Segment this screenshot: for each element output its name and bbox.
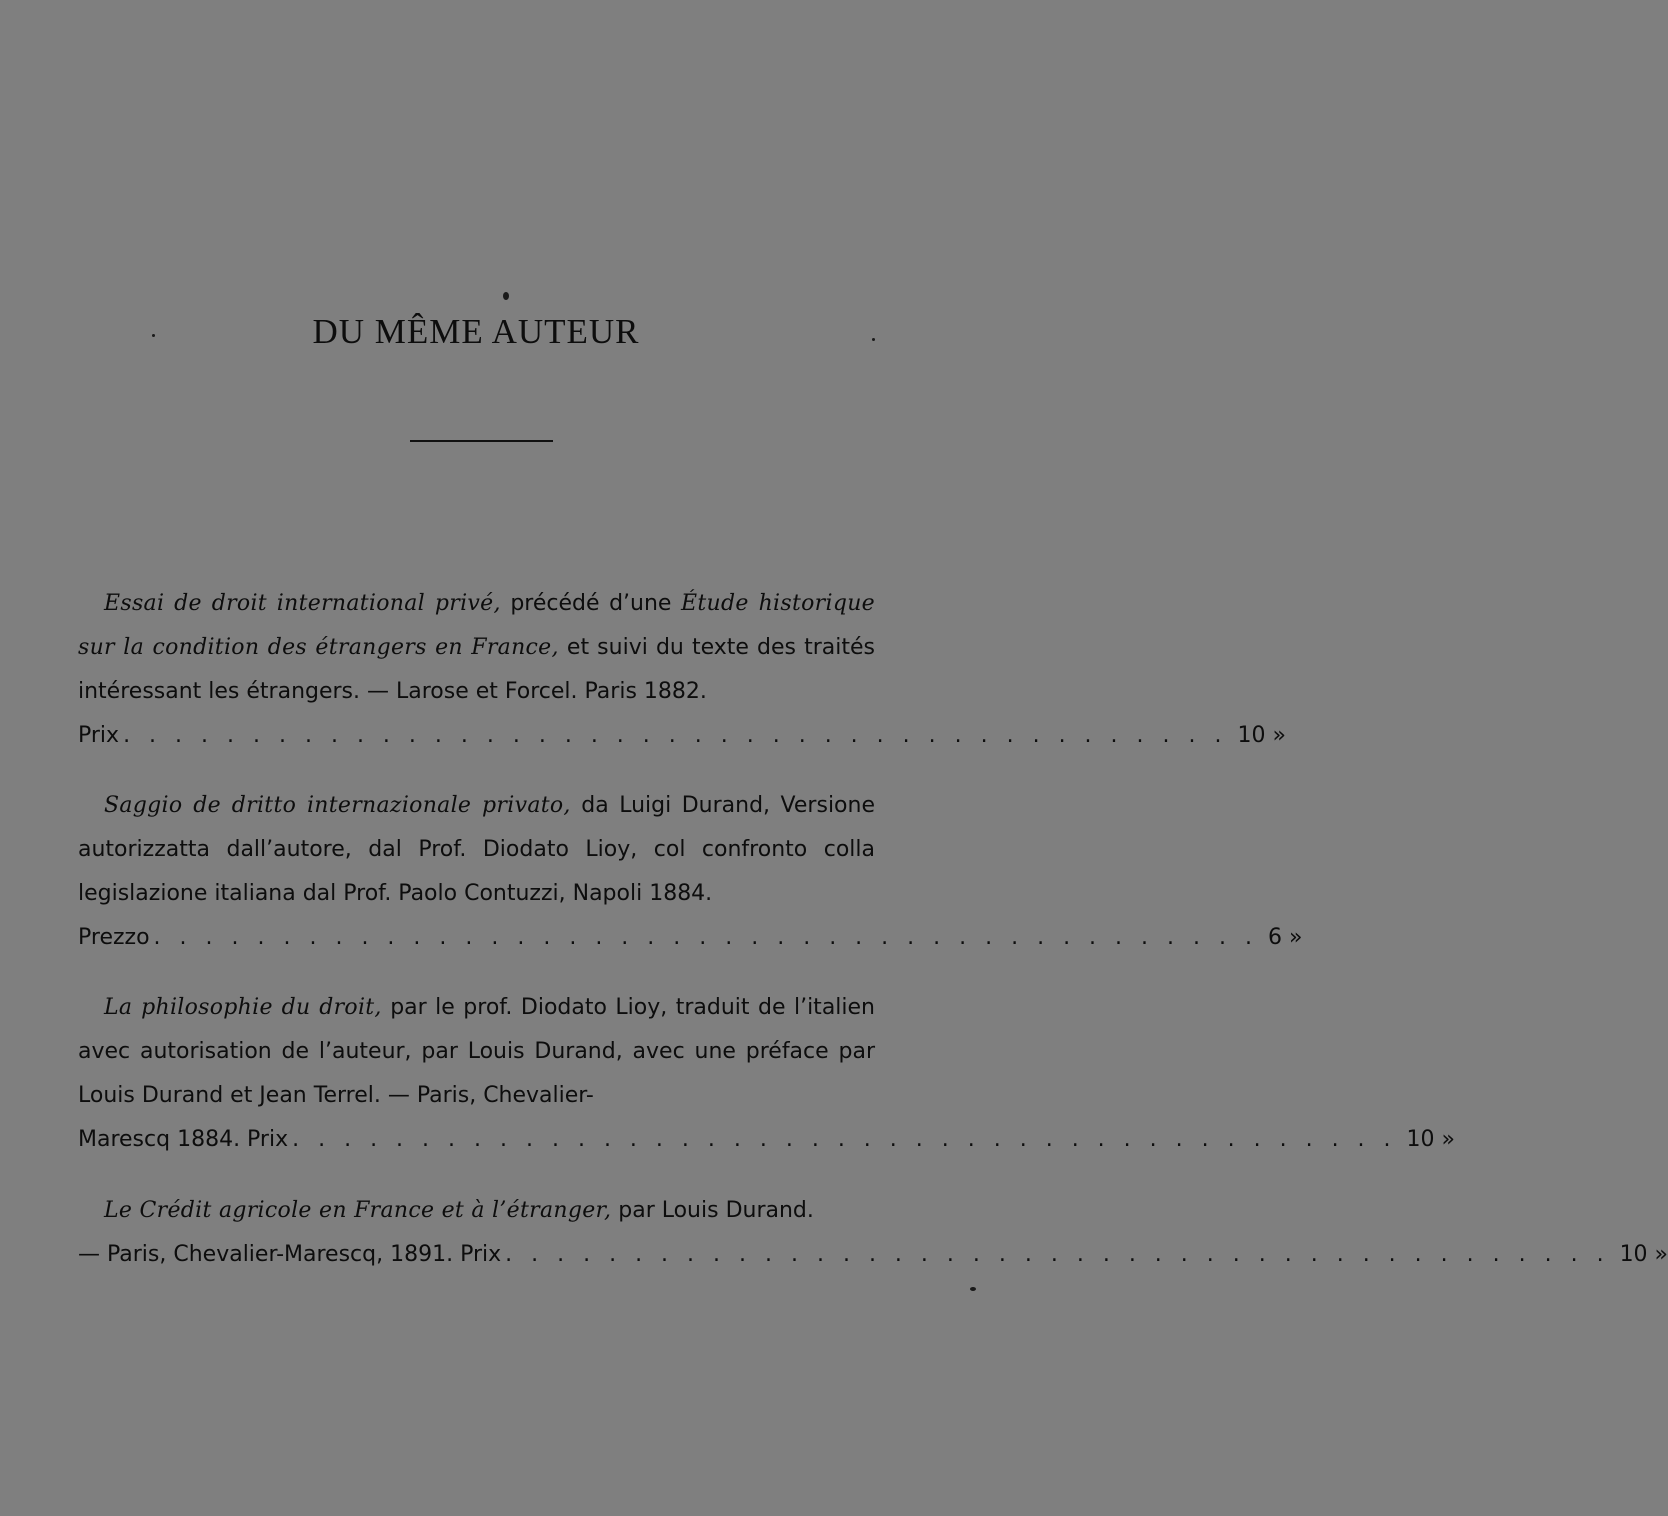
price-line — [78, 1233, 1668, 1277]
scan-speck — [970, 1287, 976, 1291]
entry-title: Saggio de dritto internazionale privato, — [104, 793, 571, 818]
price-label: Prix — [78, 723, 120, 748]
entry-text: et suivi du texte des traités intéressant les étrangers. — Larose et Forcel. Paris 1882. — [78, 635, 875, 704]
bibliography-entry — [78, 986, 1455, 1162]
entry-text: par Louis Durand. — [611, 1198, 814, 1223]
bibliography-entry — [78, 582, 1286, 758]
price-line — [78, 1118, 1455, 1162]
entry-text: précédé d’une — [500, 591, 682, 616]
price-label: — Paris, Chevalier-Marescq, 1891. Prix — [78, 1242, 502, 1267]
price-label: Prezzo — [78, 925, 150, 950]
price-line — [78, 714, 1286, 758]
entry-title: La philosophie du droit, — [104, 995, 382, 1020]
page-title: DU MÊME AUTEUR — [312, 312, 640, 351]
dot-leader: . . . . . . . . . . . . . . . . . . . . . . . . . . . . . . . . . . . . . . . . . . . — [505, 1242, 1610, 1267]
title-rule — [410, 440, 553, 442]
price-line — [78, 916, 1303, 960]
bibliography-entry — [78, 784, 1303, 960]
price-value: 10 » — [1619, 1242, 1668, 1267]
entry-text: par le prof. Diodato Lioy, traduit de l’italien avec autorisation de l’auteur, par Louis Durand, avec une préface par Louis Durand et Jean Terrel. — Paris, Chevalier- — [78, 995, 875, 1108]
price-label: Marescq 1884. Prix — [78, 1127, 289, 1152]
dot-leader: . . . . . . . . . . . . . . . . . . . . . . . . . . . . . . . . . . . . . . . . . . . — [292, 1127, 1397, 1152]
entry-title: Essai de droit international privé, — [104, 591, 501, 616]
price-value: 6 » — [1267, 925, 1303, 950]
price-value: 10 » — [1237, 723, 1286, 748]
entry-title: Le Crédit agricole en France et à l’étranger, — [104, 1198, 612, 1223]
scan-speck — [503, 292, 509, 300]
entry-subtitle: Étude historique sur la condition des étrangers en France, — [78, 591, 875, 660]
dot-leader: . . . . . . . . . . . . . . . . . . . . . . . . . . . . . . . . . . . . . . . . . . . — [123, 723, 1228, 748]
dot-leader: . . . . . . . . . . . . . . . . . . . . . . . . . . . . . . . . . . . . . . . . . . . — [153, 925, 1258, 950]
bibliography-entry — [78, 1189, 1668, 1277]
entry-text: da Luigi Durand, Versione autorizzatta dall’autore, dal Prof. Diodato Lioy, col confronto colla legislazione italiana dal Prof. Paolo Contuzzi, Napoli 1884. — [78, 793, 875, 906]
price-value: 10 » — [1406, 1127, 1455, 1152]
